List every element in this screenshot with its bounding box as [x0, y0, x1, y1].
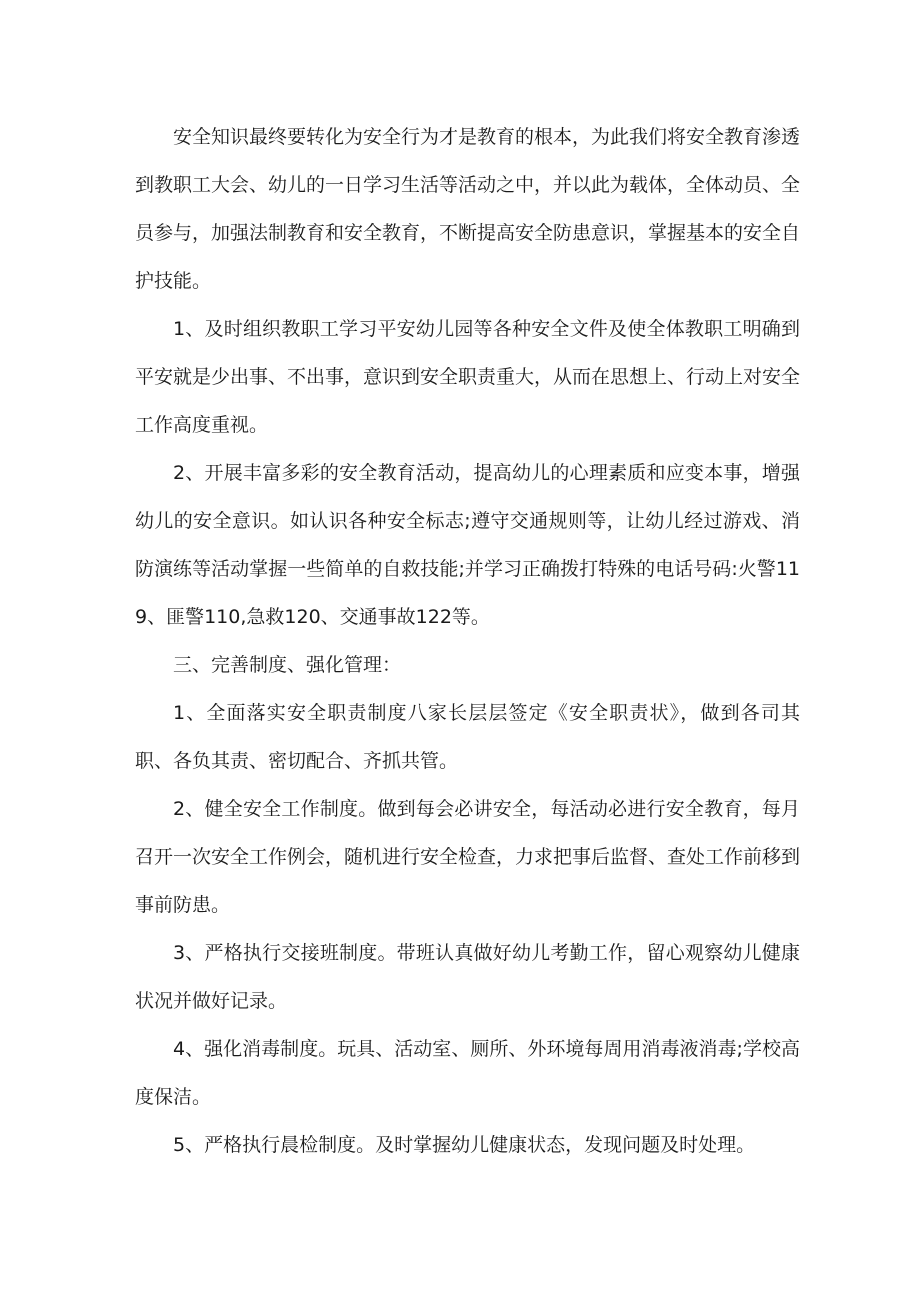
paragraph-rule-5: 5、严格执行晨检制度。及时掌握幼儿健康状态，发现问题及时处理。: [173, 1134, 756, 1156]
paragraph-rule-1: 1、全面落实安全职责制度八家长层层签定《安全职责状》，做到各司其职、各负其责、密切配合、齐抓共管。: [135, 702, 800, 772]
paragraph-intro: 安全知识最终要转化为安全行为才是教育的根本，为此我们将安全教育渗透到教职工大会、幼儿的一日学习生活等活动之中，并以此为载体，全体动员、全员参与，加强法制教育和安全教育，不断提高安全防患意识，掌握基本的安全自护技能。: [135, 126, 801, 292]
paragraph-rule-4: 4、强化消毒制度。玩具、活动室、厕所、外环境每周用消毒液消毒;学校高度保洁。: [135, 1038, 800, 1108]
paragraph-item-1: 1、及时组织教职工学习平安幼儿园等各种安全文件及使全体教职工明确到平安就是少出事、不出事，意识到安全职责重大，从而在思想上、行动上对安全工作高度重视。: [135, 318, 801, 436]
section-heading: 三、完善制度、强化管理：: [173, 654, 402, 676]
paragraph-item-2: 2、开展丰富多彩的安全教育活动，提高幼儿的心理素质和应变本事，增强幼儿的安全意识。如认识各种安全标志;遵守交通规则等，让幼儿经过游戏、消防演练等活动掌握一些简单的自救技能;并学习正确拨打特殊的电话号码:火警119、匪警110,急救120、交通事故122等。: [135, 462, 800, 628]
paragraph-rule-2: 2、健全安全工作制度。做到每会必讲安全，每活动必进行安全教育，每月召开一次安全工作例会，随机进行安全检查，力求把事后监督、查处工作前移到事前防患。: [135, 798, 801, 916]
document-body: [135, 113, 800, 1169]
paragraph-rule-3: 3、严格执行交接班制度。带班认真做好幼儿考勤工作，留心观察幼儿健康状况并做好记录。: [135, 942, 800, 1012]
